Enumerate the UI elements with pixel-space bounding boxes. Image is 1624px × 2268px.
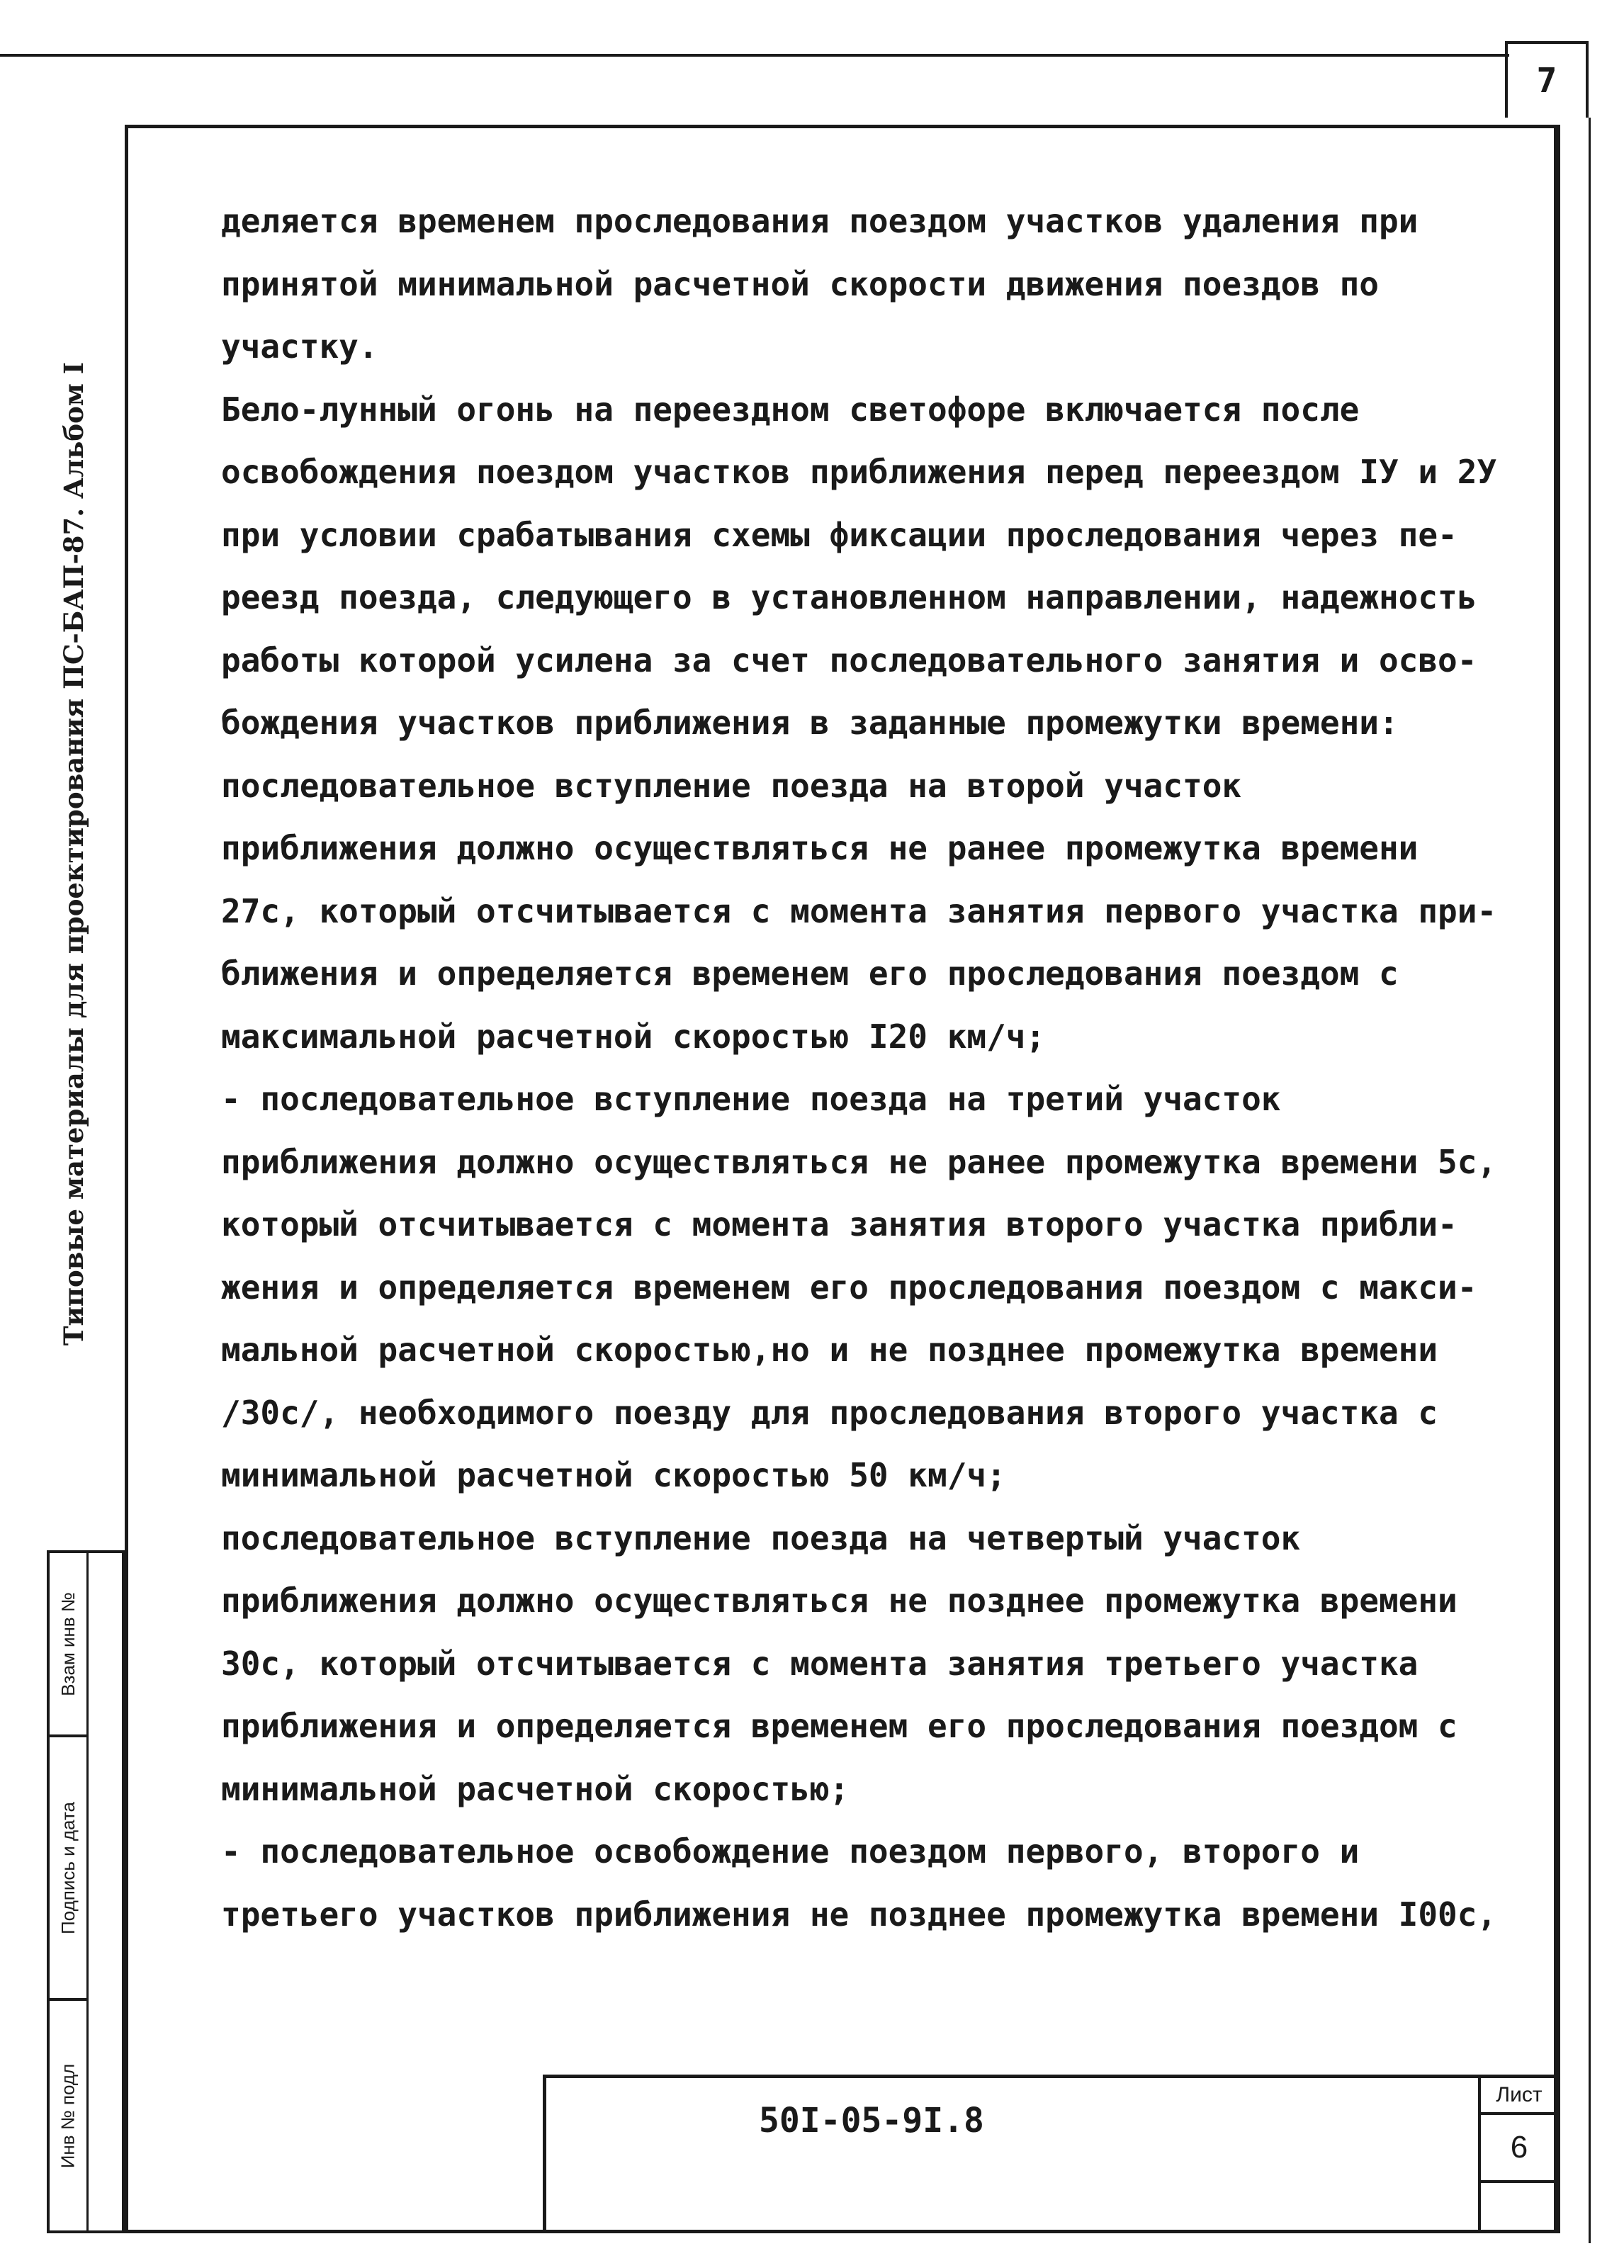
stamp-label-podpis-data: Подпись и дата (57, 1801, 79, 1934)
body-line: реезд поезда, следующего в установленном направлении, надежность (221, 578, 1477, 616)
stamp-label-vzam-inv: Взам инв № (57, 1591, 79, 1696)
stamp-label-inv-podl: Инв № подл (57, 2063, 79, 2168)
body-line: приближения должно осуществляться не позднее промежутка времени (221, 1581, 1457, 1620)
body-line: третьего участков приближения не позднее промежутка времени I00с, (221, 1895, 1497, 1934)
body-line: - последовательное вступление поезда на третий участок (221, 1080, 1281, 1118)
stamp-cell-podpis-data (50, 1737, 86, 2001)
document-body (221, 190, 1553, 1946)
body-line: 27с, который отсчитывается с момента занятия первого участка при- (221, 891, 1497, 930)
sheet-number: 6 (1481, 2115, 1557, 2183)
body-line: жения и определяется временем его проследования поездом с макси- (221, 1268, 1477, 1307)
body-line: освобождения поездом участков приближения перед переездом IУ и 2У (221, 453, 1497, 491)
body-line: мальной расчетной скоростью,но и не позднее промежутка времени (221, 1331, 1438, 1369)
title-block (543, 2075, 1557, 2233)
body-line: - последовательное освобождение поездом первого, второго и (221, 1832, 1360, 1871)
document-code: 50I-05-9I.8 (759, 2101, 984, 2140)
body-line: бождения участков приближения в заданные промежутки времени: (221, 704, 1399, 742)
body-line: Бело-лунный огонь на переездном светофоре включается после (221, 390, 1360, 429)
body-line: максимальной расчетной скоростью I20 км/ч; (221, 1017, 1046, 1056)
body-line: участку. (221, 327, 378, 366)
body-line: деляется временем проследования поездом участков удаления при (221, 202, 1419, 240)
sheet-box (1478, 2078, 1557, 2233)
body-line: последовательное вступление поезда на второй участок (221, 766, 1242, 805)
top-rule (0, 54, 1509, 57)
body-line: ближения и определяется временем его проследования поездом с (221, 954, 1399, 993)
body-line: приближения должно осуществляться не ранее промежутка времени 5с, (221, 1142, 1497, 1181)
frame-right-rule (1557, 125, 1560, 2233)
stamp-cell-inv-podl (50, 2001, 86, 2230)
approval-stamp-column (47, 1550, 125, 2233)
body-line: при условии срабатывания схемы фиксации проследования через пе- (221, 515, 1457, 554)
page-number: 7 (1505, 41, 1589, 118)
body-line: принятой минимальной расчетной скорости движения поездов по (221, 264, 1379, 303)
body-line: приближения должно осуществляться не ранее промежутка времени (221, 829, 1419, 867)
stamp-cell-vzam-inv (50, 1553, 86, 1737)
body-line: минимальной расчетной скоростью; (221, 1769, 850, 1808)
body-line: минимальной расчетной скоростью 50 км/ч; (221, 1456, 1006, 1494)
body-line: работы которой усилена за счет последовательного занятия и осво- (221, 641, 1477, 679)
body-line: 30с, который отсчитывается с момента занятия третьего участка (221, 1644, 1419, 1683)
body-line: /30с/, необходимого поезду для проследования второго участка с (221, 1393, 1438, 1432)
side-title-text: Типовые материалы для проектирования ПС-БАП-87. Альбом I (58, 361, 89, 1346)
side-title (48, 269, 99, 1438)
stamp-divider (86, 1553, 89, 2230)
frame-outer-rule (1589, 118, 1591, 2243)
body-line: который отсчитывается с момента занятия второго участка прибли- (221, 1205, 1457, 1243)
sheet-label: Лист (1481, 2078, 1557, 2115)
body-line: приближения и определяется временем его проследования поездом с (221, 1707, 1457, 1745)
body-line: последовательное вступление поезда на четвертый участок (221, 1518, 1301, 1557)
